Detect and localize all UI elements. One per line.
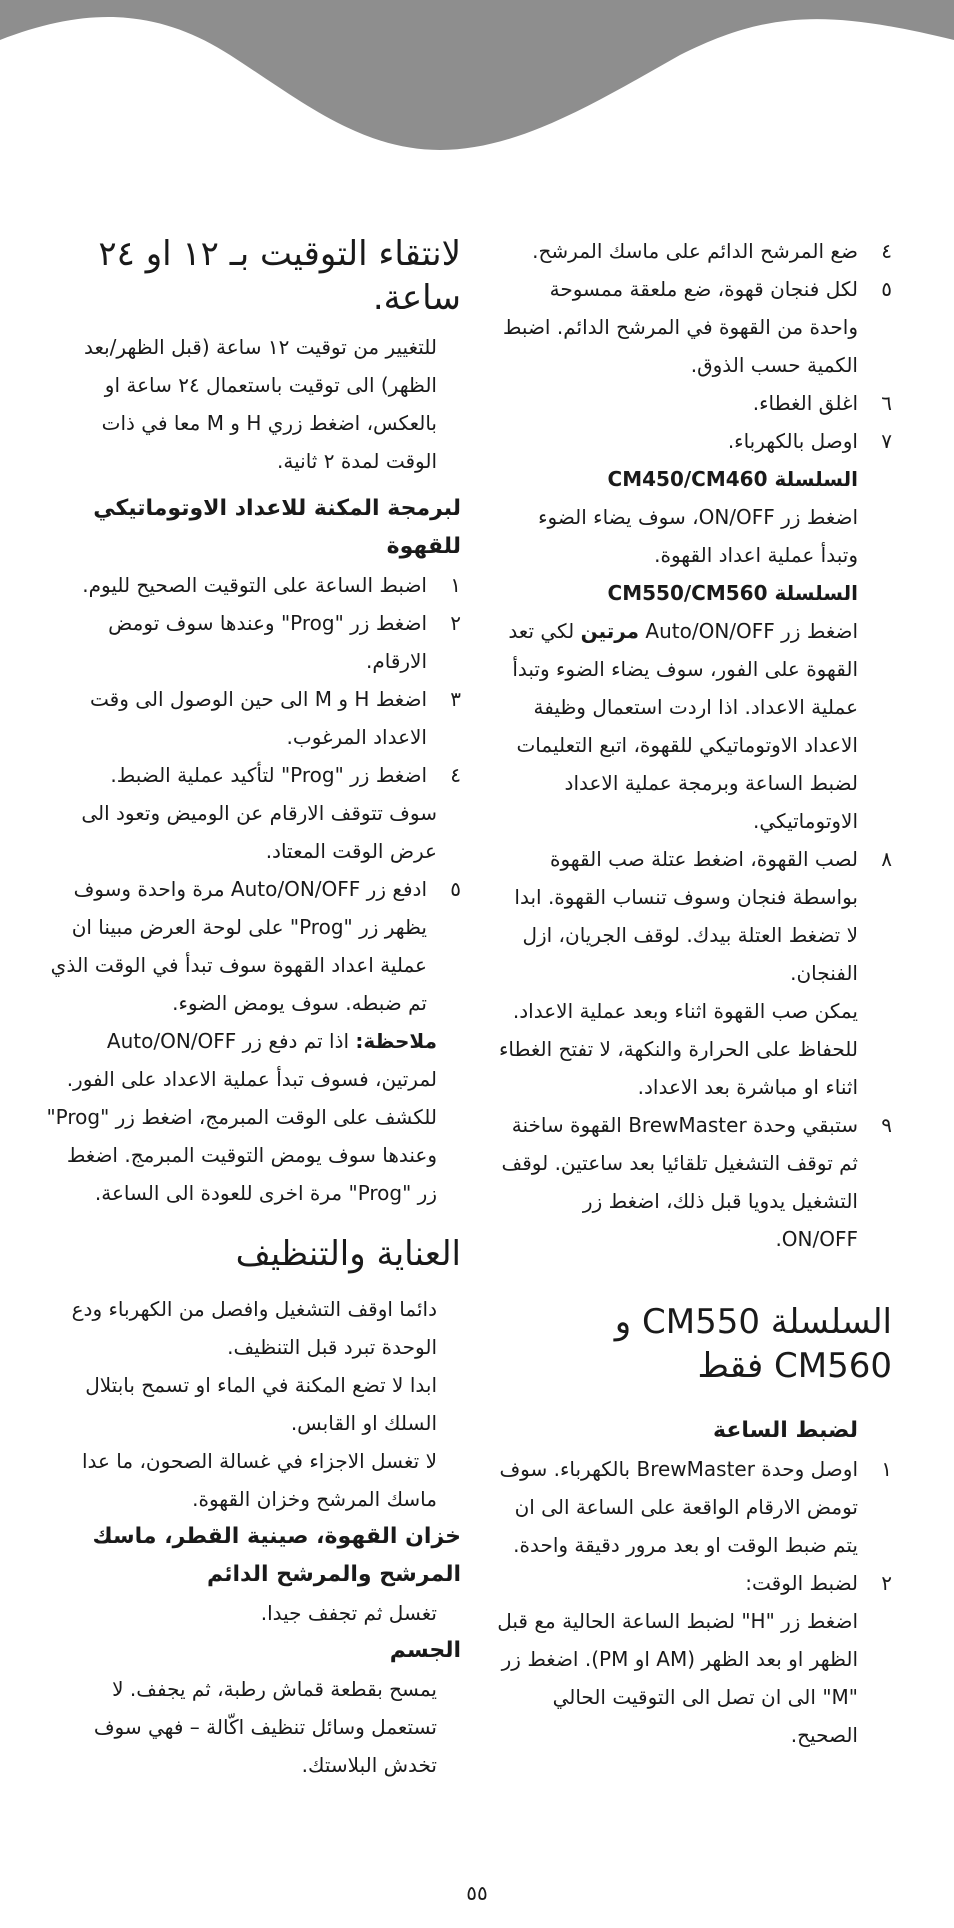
body-heading: الجسم	[389, 1638, 461, 1663]
list-item: ٣ اضغط H و M الى حين الوصول الى وقت الاعداد المرغوب.	[90, 687, 461, 749]
note: ملاحظة: اذا تم دفع زر Auto/ON/OFF لمرتين، فسوف تبدأ عملية الاعداد على الفور. للكشف على الوقت المبرمج، اضغط زر "Prog" وعندها سوف يومض التوقيت المبرمج. اضغط زر "Prog" مرة اخرى للعودة الى الساعة.	[46, 1029, 437, 1205]
series-cm550-text: اضغط زر Auto/ON/OFF مرتين لكي تعد القهوة على الفور، سوف يضاء الضوء وتبدأ عملية الاعداد. اذا اردت استعمال وظيفة الاعداد الاوتوماتيكي للقهوة، اتبع التعليمات لضبط الساعة وبرمجة عملية الاعداد الاوتوماتيكي.	[508, 619, 858, 833]
right-column	[497, 232, 892, 1754]
left-column	[45, 232, 461, 1784]
parts-text: تغسل ثم تجفف جيدا.	[260, 1601, 437, 1625]
step4-note: سوف تتوقف الارقام عن الوميض وتعود الى عرض الوقت المعتاد.	[81, 801, 437, 863]
step8-note: يمكن صب القهوة اثناء وبعد عملية الاعداد. للحفاظ على الحرارة والنكهة، لا تفتح الغطاء اثناء او مباشرة بعد الاعداد.	[498, 999, 858, 1099]
note-label: ملاحظة:	[355, 1029, 437, 1053]
list-item: ٦ اغلق الغطاء.	[752, 391, 892, 415]
care-text-3: لا تغسل الاجزاء في غسالة الصحون، ما عدا ماسك المرشح وخزان القهوة.	[81, 1449, 437, 1511]
steps-list-b	[497, 840, 892, 992]
care-text-1: دائما اوقف التشغيل وافصل من الكهرباء ودع الوحدة تبرد قبل التنظيف.	[71, 1297, 437, 1359]
series-cm450-text: اضغط زر ON/OFF، سوف يضاء الضوء وتبدأ عملية اعداد القهوة.	[538, 505, 858, 567]
clock-step2-detail: اضغط زر "H" لضبط الساعة الحالية مع قبل الظهر او بعد الظهر (AM او PM). اضغط زر "M" الى ان تصل الى التوقيت الحالي الصحيح.	[497, 1609, 858, 1747]
parts-heading: خزان القهوة، صينية القطر، ماسك المرشح والمرشح الدائم	[92, 1524, 461, 1587]
list-item: ٧ اوصل بالكهرباء.	[727, 429, 892, 453]
list-item: ٢ لضبط الوقت:	[745, 1571, 892, 1595]
series-cm550-label: السلسلة CM550/CM560	[607, 581, 858, 605]
header-wave-shape	[0, 0, 954, 150]
series-cm450-label: السلسلة CM450/CM460	[607, 467, 858, 491]
clock-steps	[497, 1450, 892, 1602]
text-12-24: للتغيير من توقيت ١٢ ساعة (قبل الظهر/بعد الظهر) الى توقيت باستعمال ٢٤ ساعة او بالعكس، اضغط زري H و M معا في ذات الوقت لمدة ٢ ثانية.	[83, 335, 437, 473]
section-title-cm550: السلسلة CM550 و CM560 فقط	[614, 1302, 892, 1386]
list-item: ٩ ستبقي وحدة BrewMaster القهوة ساخنة ثم توقف التشغيل تلقائيا بعد ساعتين. لوقف التشغيل يدويا قبل ذلك، اضغط زر ON/OFF.	[501, 1113, 892, 1251]
list-item: ٥ لكل فنجان قهوة، ضع ملعقة ممسوحة واحدة من القهوة في المرشح الدائم. اضبط الكمية حسب الذوق.	[502, 277, 892, 377]
steps-list-c	[497, 1106, 892, 1258]
steps-list-a	[497, 232, 892, 460]
list-item: ٤ ضع المرشح الدائم على ماسك المرشح.	[532, 239, 892, 263]
header-wave	[0, 0, 954, 160]
list-item: ٨ لصب القهوة، اضغط عتلة صب القهوة بواسطة فنجان وسوف تنساب القهوة. ابدا لا تضغط العتلة بيدك. لوقف الجريان، ازل الفنجان.	[514, 847, 892, 985]
list-item: ١ اوصل وحدة BrewMaster بالكهرباء. سوف تومض الارقام الواقعة على الساعة الى ان يتم ضبط الوقت او بعد مرور دقيقة واحدة.	[499, 1457, 892, 1557]
body-text: يمسح بقطعة قماش رطبة، ثم يجفف. لا تستعمل وسائل تنظيف اكّالة – فهي سوف تخدش البلاستك.	[93, 1677, 437, 1777]
list-item: ٥ ادفع زر Auto/ON/OFF مرة واحدة وسوف يظهر زر "Prog" على لوحة العرض مبينا ان عملية اعداد القهوة سوف تبدأ في الوقت الذي تم ضبطه. سوف يومض الضوء.	[50, 877, 461, 1015]
program-steps-b	[45, 870, 461, 1022]
page-number: ٥٥	[466, 1881, 488, 1905]
program-heading: لبرمجة المكنة للاعداد الاوتوماتيكي للقهوة	[93, 496, 461, 559]
list-item: ٤ اضغط زر "Prog" لتأكيد عملية الضبط.	[110, 763, 461, 787]
care-title: العناية والتنظيف	[235, 1234, 461, 1274]
clock-heading: لضبط الساعة	[713, 1418, 858, 1443]
title-12-24: لانتقاء التوقيت بـ ١٢ او ٢٤ ساعة.	[98, 234, 461, 318]
list-item: ١ اضبط الساعة على التوقيت الصحيح لليوم.	[82, 573, 461, 597]
list-item: ٢ اضغط زر "Prog" وعندها سوف تومض الارقام.	[108, 611, 461, 673]
program-steps	[45, 566, 461, 794]
care-text-2: ابدا لا تضع المكنة في الماء او تسمح بابتلال السلك او القابس.	[85, 1373, 437, 1435]
